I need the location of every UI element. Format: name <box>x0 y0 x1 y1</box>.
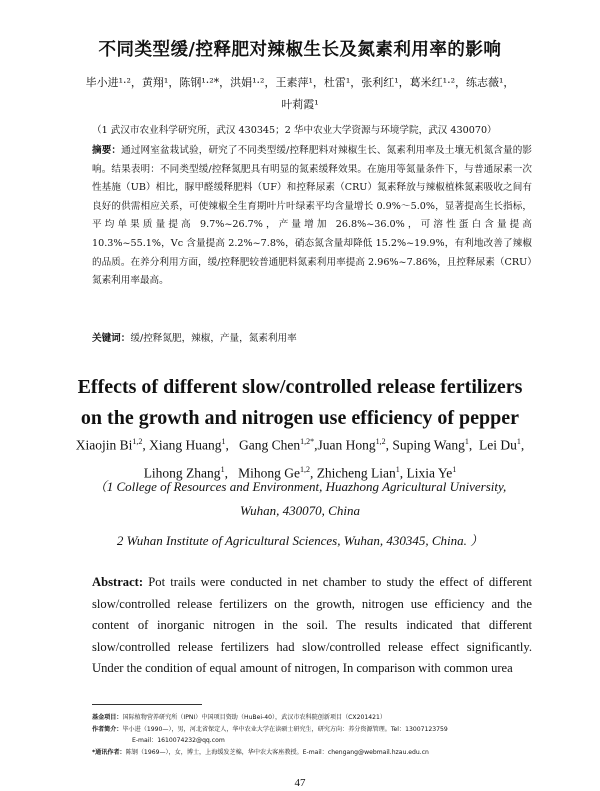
author-name: Lihong Zhang <box>143 465 221 480</box>
footnote-funding <box>92 712 542 724</box>
footnote-email: E-mail：1610074232@qq.com <box>132 737 225 744</box>
author-affil-mark: 1 <box>221 437 226 446</box>
author-name: Zhicheng Lian <box>316 465 396 480</box>
author-name: Lixia Ye <box>406 465 453 480</box>
english-title-line1: Effects of different slow/controlled release fertilizers <box>77 376 523 398</box>
author-name: Xiang Huang <box>149 437 222 453</box>
chinese-keywords-label: 关键词： <box>92 333 131 344</box>
english-title-line2: on the growth and nitrogen use efficiency of pepper <box>80 407 520 429</box>
english-affiliation-1-line2: Wuhan, 430070, China <box>240 503 360 518</box>
chinese-abstract <box>92 142 532 291</box>
footnote-author <box>92 724 542 736</box>
author-name: Gang Chen <box>238 437 301 453</box>
footnote-funding-text: 国际植物营养研究所（IPNI）中国项目资助（HuBei-40），武汉市农科院创新项目（CX201421） <box>122 714 386 721</box>
footnote-corresponding-label: *通讯作者： <box>92 748 126 756</box>
author-name: Xiaojin Bi <box>75 437 133 453</box>
footnote-divider <box>92 704 202 705</box>
author-affil-mark: 1 <box>516 437 521 446</box>
author-affil-mark: 1 <box>220 464 225 474</box>
english-authors-line2: Lihong Zhang$^1$, Mihong Ge$^{1,2}$, Zhicheng Lian$^1$, Lixia Ye$^1$ <box>143 464 457 480</box>
chinese-abstract-text: 通过网室盆栽试验，研究了不同类型缓/控释肥料对辣椒生长、氮素利用率及土壤无机氮含量的影响。结果表明：不同类型缓/控释氮肥具有明显的氮素缓释效果。在施用等氮量条件下，与普通尿素一次性基施（UB）相比，脲甲醛缓释肥料（UF）和控释尿素（CRU）氮素释放与辣椒植株氮素吸收之间有良好的供需相应关系，可使辣椒全生育期叶片叶绿素平均含量增长 0.9%～5.0%，显著提高生长指标，平均单果质量提高 9.7%~26.7%，产量增加 26.8%~36.0%，可溶性蛋白含量提高 10.3%~55.1%，Vc 含量提高 2.2%~7.8%，硝态氮含量却降低 15.2%~19.9%，有利地改善了辣椒的品质。在养分利用方面，缓/控释肥较普通肥料氮素利用率提高 2.96%~7.86%，且控释尿素（CRU）氮素利用率最高。 <box>92 145 533 287</box>
author-affil-mark: 1 <box>395 464 400 474</box>
chinese-keywords <box>92 330 532 344</box>
english-authors-line1: Xiaojin Bi$^{1,2}$, Xiang Huang$^1$, Gang Chen$^{1,2*}$,Juan Hong$^{1,2}$, Suping Wang$^1$, Lei Du$^1$, <box>75 437 525 453</box>
english-abstract-label: Abstract: <box>92 575 144 589</box>
footnote-author-label: 作者简介： <box>92 725 123 733</box>
author-name: Suping Wang <box>392 437 465 453</box>
author-affil-mark: 1 <box>452 464 457 474</box>
english-affiliation-1-line1: （1 College of Resources and Environment, Huazhong Agricultural University, <box>93 479 507 494</box>
chinese-title: 不同类型缓/控释肥对辣椒生长及氮素利用率的影响 <box>98 40 502 60</box>
english-affiliation-2: 2 Wuhan Institute of Agricultural Sciences, Wuhan, 430345, China. ） <box>116 533 484 548</box>
author-affil-mark: 1,2 <box>299 464 310 474</box>
author-affil-mark: 1,2 <box>375 437 386 446</box>
english-abstract-text: Pot trails were conducted in net chamber to study the effect of different slow/controlled release fertilizers on the growth, nitrogen use efficiency and the content of inorganic nitrogen in the soil. The results indicated that different slow/controlled release fertilizers had slow/controlled release effect significantly. Under the condition of equal amount of nitrogen, In comparison with common urea <box>92 575 532 676</box>
chinese-abstract-label: 摘要： <box>92 145 122 156</box>
footnote-funding-label: 基金项目： <box>92 714 123 721</box>
footnotes <box>92 712 542 758</box>
author-name: Mihong Ge <box>238 465 300 480</box>
chinese-authors-line2: 叶莉霞¹ <box>281 98 319 111</box>
english-title <box>0 372 600 434</box>
author-name: Juan Hong <box>317 437 376 453</box>
footnote-author-text: 毕小进（1990—），男，河北省保定人，华中农业大学在读硕士研究生，研究方向：养分资源管理。Tel：13007123759 <box>122 725 448 733</box>
footnote-corresponding-text: 陈钢（1969—），女，博士，上海缓发芝棉，华中农大客座教授。E-mail：chengang@webmail.hzau.edu.cn <box>125 748 429 756</box>
page-number: 47 <box>294 777 306 789</box>
author-affil-mark: 1 <box>464 437 469 446</box>
chinese-affiliation: （1 武汉市农业科学研究所，武汉 430345；2 华中农业大学资源与环境学院，武汉 430070） <box>92 125 497 136</box>
chinese-keywords-text: 缓/控释氮肥，辣椒，产量，氮素利用率 <box>130 333 297 344</box>
author-affil-mark: 1,2* <box>300 437 315 446</box>
english-affiliations <box>60 475 540 553</box>
chinese-authors <box>60 72 540 116</box>
author-name: Lei Du <box>479 437 517 453</box>
author-affil-mark: 1,2 <box>132 437 143 446</box>
english-abstract <box>92 572 532 680</box>
chinese-authors-line1: 毕小进¹·²，黄翔¹，陈钢¹·²*，洪娟¹·²，王素萍¹，杜雷¹，张利红¹，葛米红¹·²，练志薇¹， <box>85 76 515 89</box>
footnote-corresponding <box>92 747 542 759</box>
